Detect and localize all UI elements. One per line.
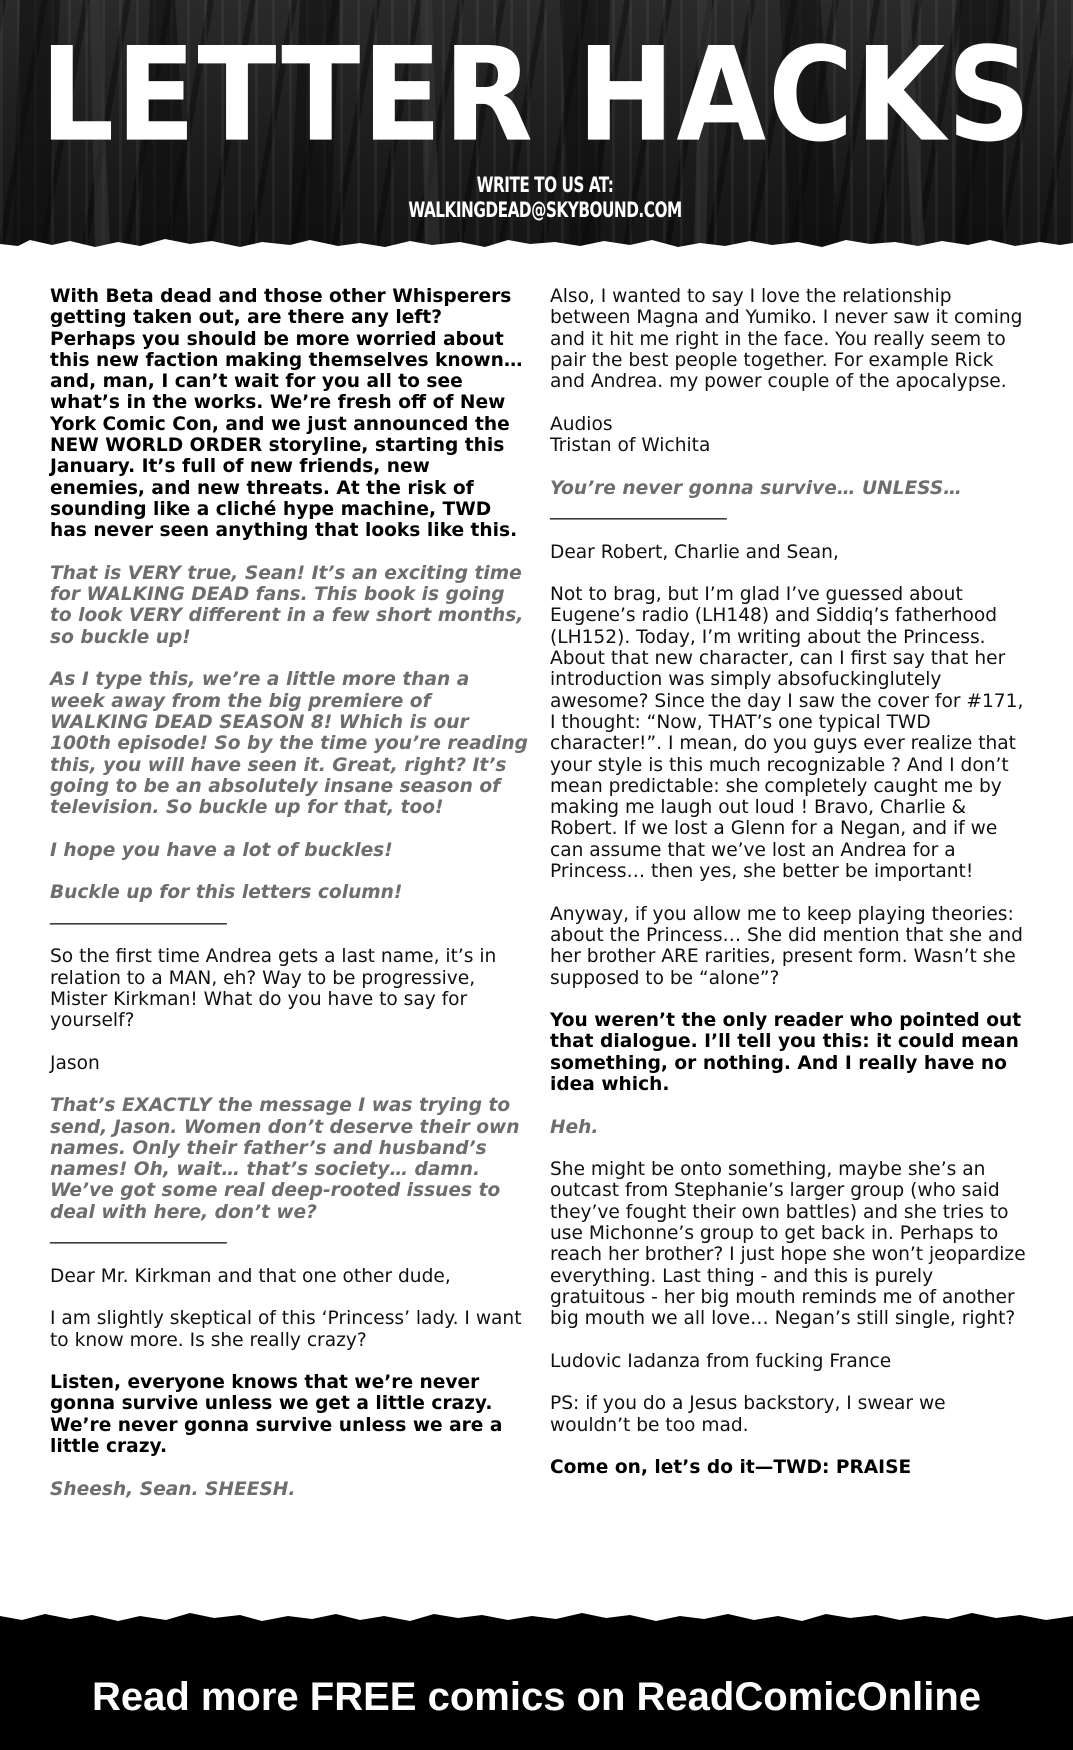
footer-banner — [0, 1630, 1073, 1750]
contact-email-line: WRITE TO US AT: WALKINGDEAD@SKYBOUND.COM — [408, 173, 682, 223]
reply-paragraph: Listen, everyone knows that we’re never gonna survive unless we get a little crazy. We’re never gonna survive unless we are a little crazy. — [50, 1372, 503, 1458]
editor-reply: Heh. — [550, 1116, 599, 1138]
reply-paragraph: You weren’t the only reader who pointed out that dialogue. I’ll tell you this: it could mean something, or nothing. And I really have no idea which. — [550, 1010, 1022, 1095]
editor-reply: That is VERY true, Sean! It’s an exciting time for WALKING DEAD fans. This book is going to look VERY different in a few short months, so buckle up! — [50, 562, 524, 648]
reader-letter: Anyway, if you allow me to keep playing theories: about the Princess… She did mention that she and her brother ARE rarities, present form. Wasn’t she supposed to be “alone”? — [550, 903, 1023, 989]
letter-postscript: PS: if you do a Jesus backstory, I swear we wouldn’t be too mad. — [550, 1393, 946, 1436]
reader-letter: I am slightly skeptical of this ‘Princess’ lady. I want to know more. Is she really crazy? — [50, 1308, 522, 1351]
reader-letter: Also, I wanted to say I love the relationship between Magna and Yumiko. I never saw it coming and it hit me right in the face. You really seem to pair the best people together. For example Rick and Andrea. my power couple of the apocalypse. — [550, 286, 1023, 393]
reply-paragraph: With Beta dead and those other Whisperers getting taken out, are there any left? Perhaps you should be more worried about this new faction making themselves known… and, man, I can’t wait for you all to see what’s in the works. We’re fresh off of New York Comic Con, and we just announced the NEW WORLD ORDER storyline, starting this January. It’s full of new friends, new enemies, and new threats. At the risk of sounding like a cliché hype machine, TWD has never seen anything that looks like this. — [50, 286, 523, 542]
reply-paragraph: Come on, let’s do it—TWD: PRAISE — [550, 1457, 912, 1479]
editor-reply: You’re never gonna survive… UNLESS… — [550, 477, 962, 499]
reader-letter: So the first time Andrea gets a last name, it’s in relation to a MAN, eh? Way to be progressive, Mister Kirkman! What do you have to say for yourself? — [50, 946, 497, 1032]
bottom-torn-edge — [0, 1604, 1073, 1632]
letter-signature: Jason — [50, 1052, 100, 1074]
letter-greeting: Dear Robert, Charlie and Sean, — [550, 541, 839, 563]
letters-column-left — [50, 286, 528, 1521]
letter-greeting: Dear Mr. Kirkman and that one other dude, — [50, 1265, 451, 1287]
editor-reply: Sheesh, Sean. SHEESH. — [50, 1478, 296, 1500]
reader-letter: Not to brag, but I’m glad I’ve guessed about Eugene’s radio (LH148) and Siddiq’s fatherhood (LH152). Today, I’m writing about the Princess. About that new character, can I first say that her introduction was simply absofuckinglutely awesome? Since the day I saw the cover for #171, I thought: “Now, THAT’s one typical TWD character!”. I mean, do you guys ever realize that your style is this much recognizable ? And I don’t mean predictable: she completely caught me by making me laugh out loud ! Bravo, Charlie & Robert. If we lost a Glenn for a Negan, and if we can assume that we’ve lost an Andrea for a Princess… then yes, she better be important! — [550, 584, 1024, 883]
editor-reply: I hope you have a lot of buckles! — [50, 839, 393, 861]
editor-reply: Buckle up for this letters column! — [50, 882, 403, 904]
page-title: LETTER HACKS — [40, 19, 1033, 172]
reader-letter: She might be onto something, maybe she’s an outcast from Stephanie’s larger group (who said they’ve fought their own battles) and she tries to use Michonne’s group to get back in. Perhaps to reach her brother? I just hope she won’t jeopardize everything. Last thing - and this is purely gratuitous - her big mouth reminds me of another big mouth we all love… Negan’s still single, right? — [550, 1159, 1026, 1330]
letter-signature: Ludovic Iadanza from fucking France — [550, 1350, 892, 1372]
footer-promo-text: Read more FREE comics on ReadComicOnline — [91, 1675, 982, 1719]
torn-paper-edge — [0, 232, 1073, 248]
section-separator: ___________________ — [50, 903, 227, 925]
section-separator: ___________________ — [50, 1223, 227, 1245]
editor-reply: That’s EXACTLY the message I was trying to send, Jason. Women don’t deserve their own names. Only their father’s and husband’s names! Oh, wait… that’s society… damn. We’ve got some real deep-rooted issues to deal with here, don’t we? — [50, 1095, 520, 1223]
letters-column-right — [550, 286, 1028, 1500]
header-banner — [0, 0, 1073, 248]
section-separator: ___________________ — [550, 498, 727, 520]
editor-reply: As I type this, we’re a little more than a week away from the big premiere of WALKING DEAD SEASON 8! Which is our 100th episode! So by the time you’re reading this, you will have seen it. Great, right? It’s going to be an absolutely insane season of television. So buckle up for that, too! — [50, 669, 528, 819]
letter-signature: Audios Tristan of Wichita — [550, 413, 711, 457]
